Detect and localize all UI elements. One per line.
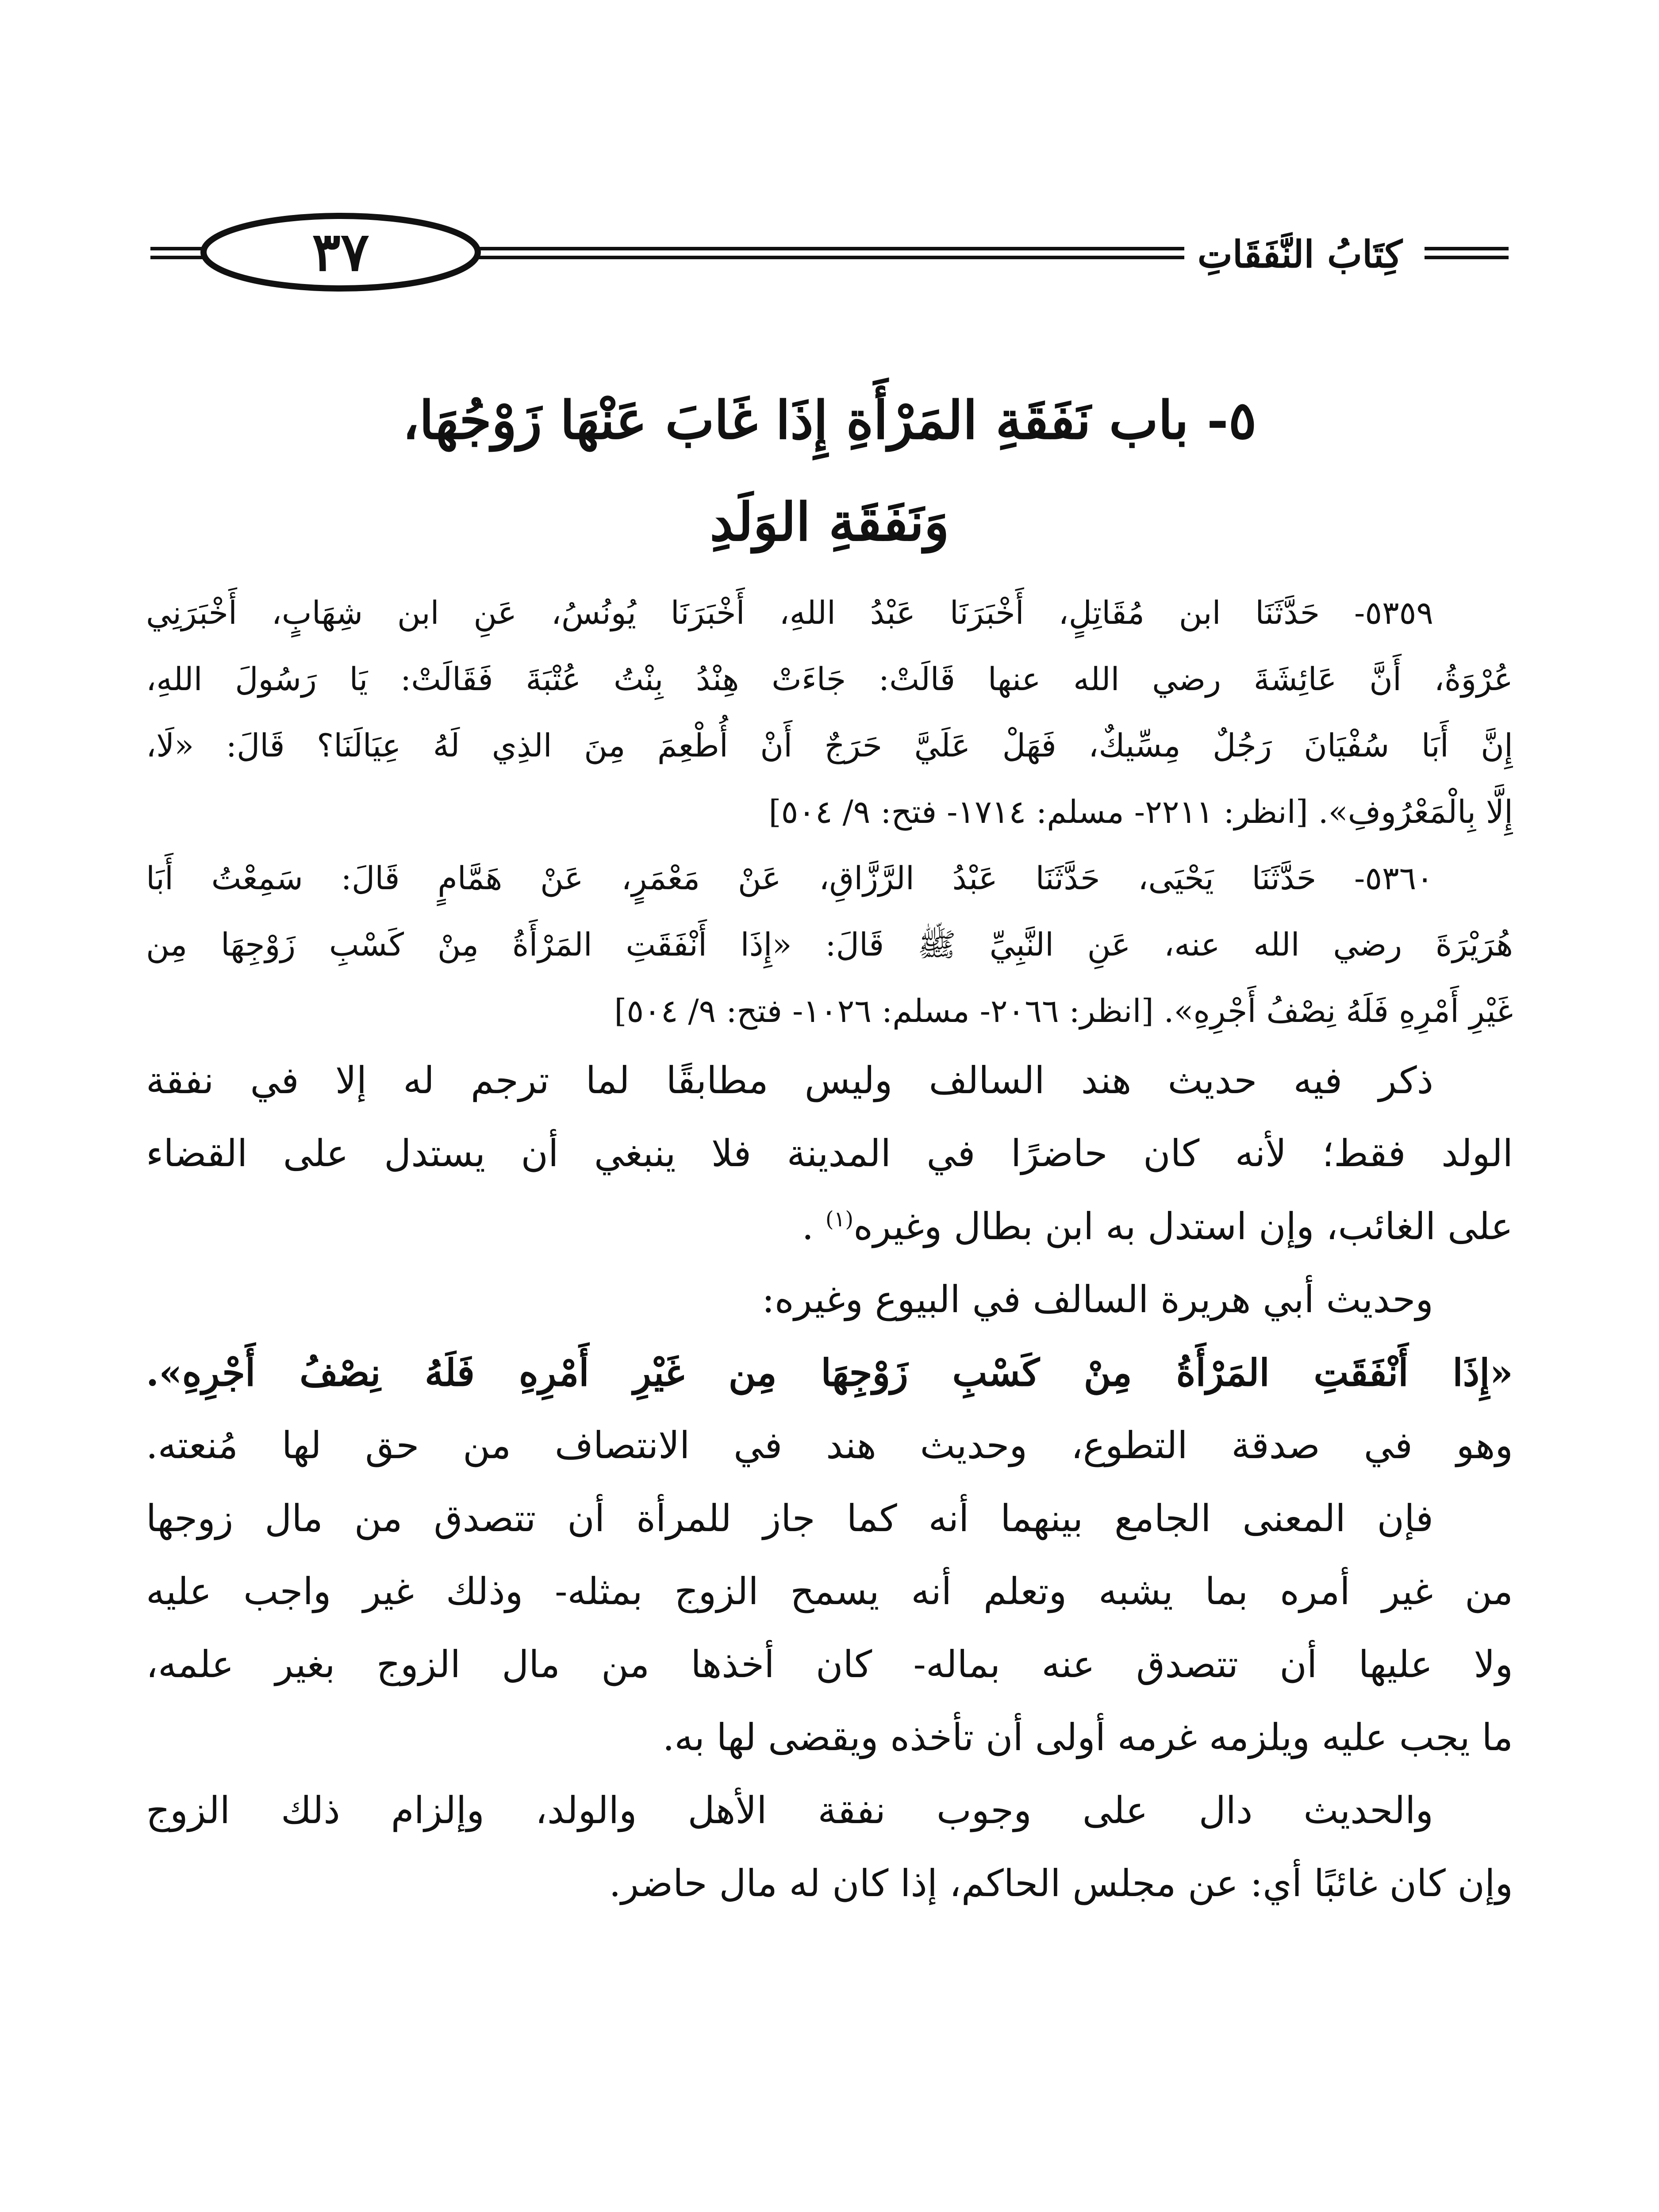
running-title: كِتَابُ النَّفَقَاتِ xyxy=(1184,221,1416,288)
running-header xyxy=(150,208,1509,296)
hadith-line: هُرَيْرَةَ رضي الله عنه، عَنِ النَّبِيِّ ﷺ قَالَ: «إِذَا أَنْفَقَتِ المَرْأَةُ مِنْ كَسْبِ زَوْجِهَا مِن xyxy=(146,926,1513,963)
commentary-line: وإن كان غائبًا أي: عن مجلس الحاكم، إذا كان له مال حاضر. xyxy=(609,1862,1513,1905)
commentary-text: على الغائب، وإن استدل به ابن بطال وغيره xyxy=(853,1205,1513,1248)
hadith-line: إِلَّا بِالْمَعْرُوفِ». [انظر: ٢٢١١- مسلم: ١٧١٤- فتح: ٩/ ٥٠٤] xyxy=(768,793,1513,830)
page-number: ٣٧ xyxy=(312,221,369,283)
hadith-line: ٥٣٦٠- حَدَّثَنَا يَحْيَى، حَدَّثَنَا عَبْدُ الرَّزَّاقِ، عَنْ مَعْمَرٍ، عَنْ هَمَّامٍ قَالَ: سَمِعْتُ أَبَا xyxy=(146,860,1433,897)
commentary-line: فإن المعنى الجامع بينهما أنه كما جاز للمرأة أن تتصدق من مال زوجها xyxy=(146,1497,1433,1540)
commentary-line: ما يجب عليه ويلزمه غرمه أولى أن تأخذه ويقضى لها به. xyxy=(662,1716,1513,1759)
chapter-title-line-1: ٥- باب نَفَقَةِ المَرْأَةِ إِذَا غَابَ عَنْهَا زَوْجُهَا، xyxy=(402,389,1257,451)
hadith-line: غَيْرِ أَمْرِهِ فَلَهُ نِصْفُ أَجْرِهِ». [انظر: ٢٠٦٦- مسلم: ١٠٢٦- فتح: ٩/ ٥٠٤] xyxy=(614,992,1513,1029)
commentary-line: ذكر فيه حديث هند السالف وليس مطابقًا لما ترجم له إلا في نفقة xyxy=(146,1059,1433,1102)
commentary-line: وحديث أبي هريرة السالف في البيوع وغيره: xyxy=(762,1278,1433,1321)
chapter-title-line-2: وَنَفَقَةِ الوَلَدِ xyxy=(710,491,949,553)
commentary-line: وهو في صدقة التطوع، وحديث هند في الانتصاف من حق لها مُنعته. xyxy=(146,1424,1513,1467)
hadith-line: ٥٣٥٩- حَدَّثَنَا ابن مُقَاتِلٍ، أَخْبَرَنَا عَبْدُ اللهِ، أَخْبَرَنَا يُونُسُ، عَنِ ابن شِهَابٍ، أَخْبَرَنِي xyxy=(146,594,1433,631)
commentary-line: الولد فقط؛ لأنه كان حاضرًا في المدينة فلا ينبغي أن يستدل على القضاء xyxy=(146,1132,1513,1175)
commentary-line xyxy=(146,1190,1513,1263)
commentary-line: ولا عليها أن تتصدق عنه بماله- كان أخذها من مال الزوج بغير علمه، xyxy=(146,1643,1513,1686)
quoted-hadith-line: «إِذَا أَنْفَقَتِ المَرْأَةُ مِنْ كَسْبِ زَوْجِهَا مِن غَيْرِ أَمْرِهِ فَلَهُ نِصْفُ أَجْرِهِ». xyxy=(146,1351,1513,1394)
footnote-reference: (١) xyxy=(825,1207,854,1232)
body-text xyxy=(146,580,1513,1920)
hadith-line: عُرْوَةُ، أَنَّ عَائِشَةَ رضي الله عنها قَالَتْ: جَاءَتْ هِنْدُ بِنْتُ عُتْبَةَ فَقَالَتْ: يَا رَسُولَ اللهِ، xyxy=(146,661,1513,698)
hadith-line: إِنَّ أَبَا سُفْيَانَ رَجُلٌ مِسِّيكٌ، فَهَلْ عَلَيَّ حَرَجٌ أَنْ أُطْعِمَ مِنَ الذِي لَهُ عِيَالَنَا؟ قَالَ: «لَا، xyxy=(146,727,1513,764)
sentence-end: . xyxy=(802,1205,814,1248)
commentary-line: من غير أمره بما يشبه وتعلم أنه يسمح الزوج بمثله- وذلك غير واجب عليه xyxy=(146,1570,1513,1613)
commentary-line: والحديث دال على وجوب نفقة الأهل والولد، وإلزام ذلك الزوج xyxy=(146,1789,1433,1832)
